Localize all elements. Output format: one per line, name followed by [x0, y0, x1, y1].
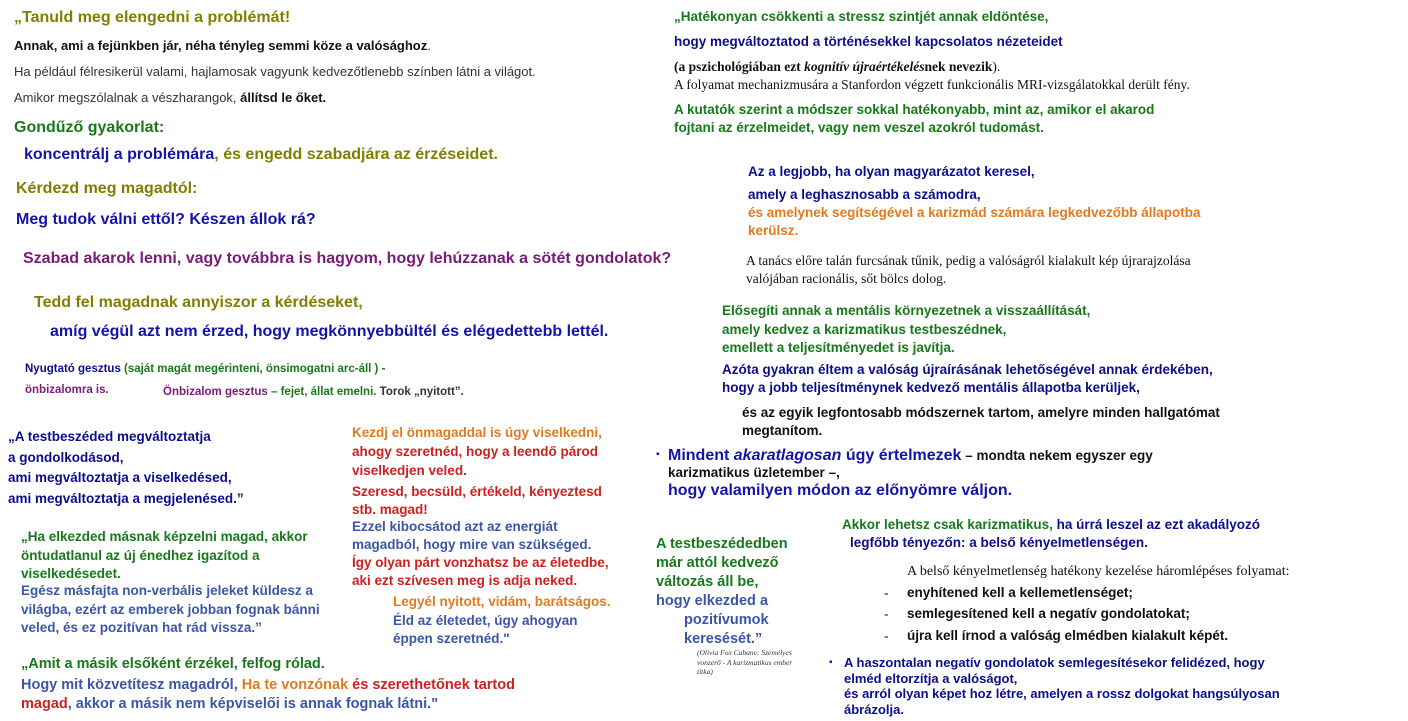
quote-body-language: „A testbeszéded megváltoztatja a gondolkodásod, ami megváltoztatja a viselkedésed, ami megváltoztatja a megjelenésed.”: [8, 429, 244, 506]
stress-line-1: „Hatékonyan csökkenti a stressz szintjét annak eldöntése,: [674, 9, 1049, 24]
practice-text: koncentrálj a problémára, és engedd szabadjára az érzéseidet.: [24, 146, 498, 163]
line-example: Ha például félresikerül valami, hajlamosak vagyunk kedvezőtlenebb színben látni a világot.: [14, 64, 536, 79]
bullet-icon-2: ▪: [829, 657, 833, 668]
step-1: enyhítened kell a kellemetlenséget;: [907, 585, 1133, 600]
ask-again: Tedd fel magadnak annyiszor a kérdéseket,: [34, 294, 363, 311]
negative-thoughts: A haszontalan negatív gondolatok semlegesítésekor felidézed, hogy elméd eltorzítja a valóságot, és arról olyan képet hoz létre, amelyen a rossz dolgokat hangsúlyosan ábrázolja.: [844, 655, 1280, 717]
step-3: újra kell írnod a valóság elmédben kialakult képét.: [907, 628, 1229, 643]
citation: (Olivia Fox Cabane: Személyes vonzerő - A karizmatikus ember titka): [697, 648, 793, 676]
quote-see-you: magad, akkor a másik nem képviselői is annak fognak látni.": [21, 696, 439, 712]
gesture-calming: Nyugtató gesztus (saját magát megérinteni, önsimogatni arc-áll ) -: [25, 363, 386, 375]
quote-convey: Hogy mit közvetítesz magadról, Ha te vonzónak és szerethetőnek tartod: [21, 677, 515, 693]
behave-yourself: Kezdj el önmagaddal is úgy viselkedni, ahogy szeretnéd, hogy a leendő párod viselkedjen veled.: [352, 425, 602, 478]
mental-environment: Elősegíti annak a mentális környezetnek a visszaállítását, amely kedvez a karizmatikus testbeszédnek, emellett a teljesítményedet is javítja.: [722, 303, 1091, 355]
dash-1: -: [884, 585, 889, 600]
heading-let-go: „Tanuld meg elengedni a problémát!: [14, 9, 291, 26]
quote-positives: hogy elkezded a pozitívumok keresését.”: [656, 593, 769, 647]
until-relieved: amíg végül azt nem érzed, hogy megkönnyebbültél és elégedettebb lettél.: [50, 323, 609, 340]
charisma-line-2: legfőbb tényezőn: a belső kényelmetlenségen.: [850, 535, 1148, 550]
researchers: A kutatók szerint a módszer sokkal hatékonyabb, mint az, amikor el akarod fojtani az érzelmeidet, vagy nem veszel azokról tudomást.: [674, 102, 1155, 135]
step-2: semlegesítened kell a negatív gondolatokat;: [907, 606, 1190, 621]
advantage: hogy valamilyen módon az előnyömre váljon.: [668, 482, 1013, 499]
bullet-icon: ▪: [656, 449, 660, 460]
psychology-note: (a pszichológiában ezt kognitív újraértékelésnek nevezik).: [674, 59, 1001, 74]
gesture-confidence-note: önbizalomra is.: [25, 384, 109, 396]
be-open: Legyél nyitott, vidám, barátságos.: [393, 594, 611, 609]
quote-imagine: „Ha elkezded másnak képzelni magad, akkor öntudatlanul az új énedhez igazítod a viselkedésedet.: [21, 529, 308, 581]
best-state: és amelynek segítségével a karizmád számára legkedvezőbb állapotba kerülsz.: [748, 205, 1201, 238]
attract-partner: Így olyan párt vonzhatsz be az életedbe, aki ezt szívesen meg is adja neked.: [352, 555, 609, 588]
quote-signals: Egész másfajta non-verbális jeleket küldesz a világba, ezért az emberek jobban fognak bánni veled, és ez pozitívan hat rád vissza.”: [21, 583, 320, 635]
live-life: Éld az életedet, úgy ahogyan éppen szeretnéd.": [393, 613, 578, 646]
best-explanation: Az a legjobb, ha olyan magyarázatot keresel, amely a leghasznosabb a számodra,: [748, 164, 1035, 202]
question-free: Szabad akarok lenni, vagy továbbra is hagyom, hogy lehúzzanak a sötét gondolatok?: [23, 250, 672, 267]
businessman: karizmatikus üzletember –,: [668, 465, 840, 480]
quote-first-impression: „Amit a másik elsőként érzékel, felfog rólad.: [21, 656, 325, 672]
teach-method: és az egyik legfontosabb módszernek tartom, amelyre minden hallgatómat megtanítom.: [742, 405, 1220, 438]
advice: A tanács előre talán furcsának tűnik, pedig a valóságról kialakult kép újrarajzolása valójában racionális, sőt bölcs dolog.: [746, 253, 1191, 286]
rewrite-reality: Azóta gyakran éltem a valóság újraírásának lehetőségével annak érdekében, hogy a jobb teljesítménynek kedvező mentális állapotba kerüljek,: [722, 362, 1213, 395]
love-yourself: Szeresd, becsüld, értékeld, kényeztesd stb. magad!: [352, 484, 602, 517]
energy: Ezzel kibocsátod azt az energiát magadból, hogy mire van szükséged.: [352, 519, 592, 552]
practice-title: Gondűző gyakorlat:: [14, 119, 165, 136]
mri-note: A folyamat mechanizmusára a Stanfordon végzett funkcionális MRI-vizsgálatokkal derült fény.: [674, 77, 1190, 92]
quote-testbeszed: A testbeszédedben már attól kedvező változás áll be,: [656, 536, 788, 590]
dash-3: -: [884, 628, 889, 643]
line-thoughts: Annak, ami a fejünkben jár, néha tényleg semmi köze a valósághoz.: [14, 38, 431, 53]
stress-line-2: hogy megváltoztatod a történésekkel kapcsolatos nézeteidet: [674, 34, 1063, 49]
three-step: A belső kényelmetlenség hatékony kezelése háromlépéses folyamat:: [907, 564, 1290, 579]
question-ready: Meg tudok válni ettől? Készen állok rá?: [16, 211, 316, 228]
interpret-line: Mindent akaratlagosan úgy értelmezek – mondta nekem egyszer egy: [668, 447, 1153, 464]
gesture-confidence: Önbizalom gesztus – fejet, állat emelni. Torok „nyitott”.: [163, 386, 464, 398]
ask-title: Kérdezd meg magadtól:: [16, 180, 198, 197]
dash-2: -: [884, 606, 889, 621]
charisma-line-1: Akkor lehetsz csak karizmatikus, ha úrrá leszel az ezt akadályozó: [842, 517, 1260, 532]
line-alarm: Amikor megszólalnak a vészharangok, állítsd le őket.: [14, 90, 327, 105]
